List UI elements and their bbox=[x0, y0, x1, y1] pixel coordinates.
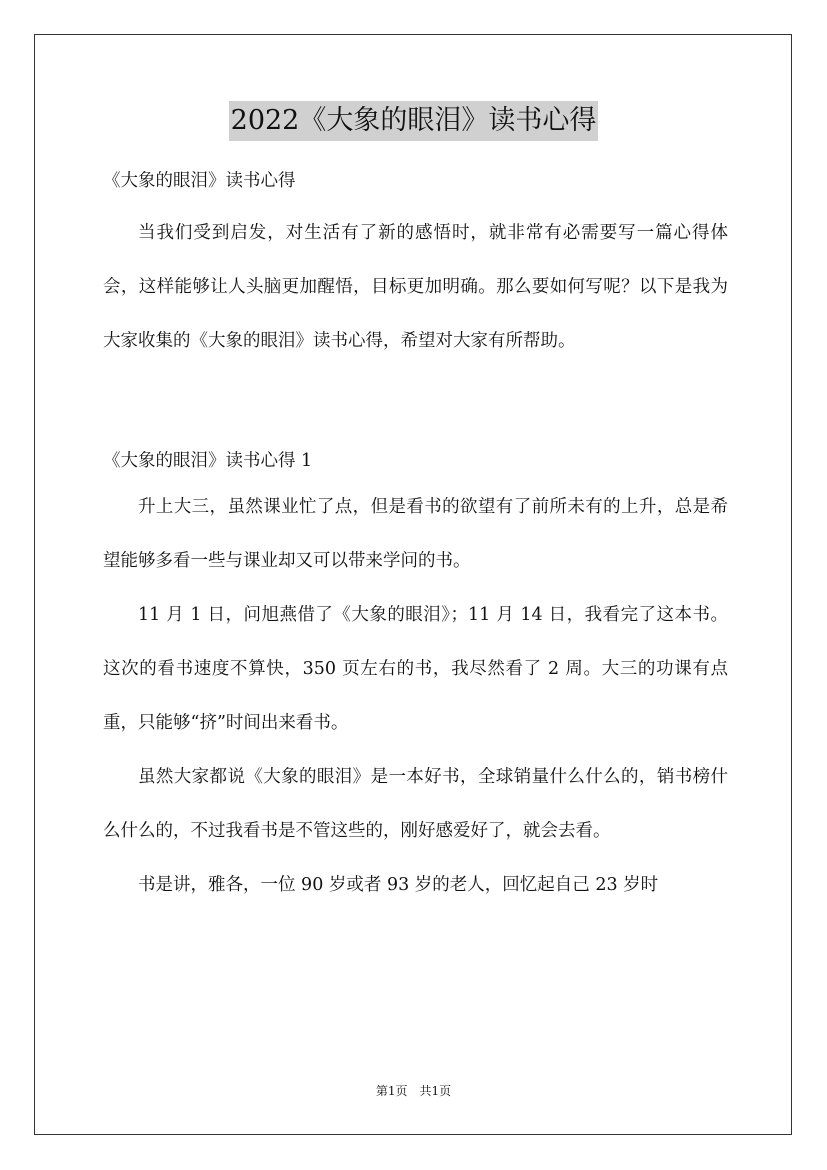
page-number: 第1页 共1页 bbox=[375, 1084, 452, 1098]
body-paragraph: 升上大三，虽然课业忙了点，但是看书的欲望有了前所未有的上升，总是希望能够多看一些与课业却又可以带来学问的书。 bbox=[103, 497, 728, 571]
section-heading: 《大象的眼泪》读书心得 1 bbox=[103, 451, 313, 471]
document-title: 2022《大象的眼泪》读书心得 bbox=[229, 101, 599, 141]
document-body bbox=[103, 168, 728, 912]
body-paragraph: 虽然大家都说《大象的眼泪》是一本好书，全球销量什么什么的，销书榜什么什么的，不过我看书是不管这些的，刚好感爱好了，就会去看。 bbox=[103, 767, 728, 841]
body-paragraph: 11 月 1 日，问旭燕借了《大象的眼泪》；11 月 14 日，我看完了这本书。这次的看书速度不算快，350 页左右的书，我尽然看了 2 周。大三的功课有点重，只能够“挤”时间出来看书。 bbox=[103, 605, 728, 733]
page-footer bbox=[0, 1083, 827, 1099]
title-container bbox=[0, 101, 827, 141]
body-paragraph: 书是讲，雅各，一位 90 岁或者 93 岁的老人，回忆起自己 23 岁时 bbox=[138, 875, 659, 895]
subtitle-heading: 《大象的眼泪》读书心得 bbox=[103, 171, 296, 191]
intro-paragraph: 当我们受到启发，对生活有了新的感悟时，就非常有必需要写一篇心得体会，这样能够让人头脑更加醒悟，目标更加明确。那么要如何写呢？以下是我为大家收集的《大象的眼泪》读书心得，希望对大家有所帮助。 bbox=[103, 223, 728, 351]
